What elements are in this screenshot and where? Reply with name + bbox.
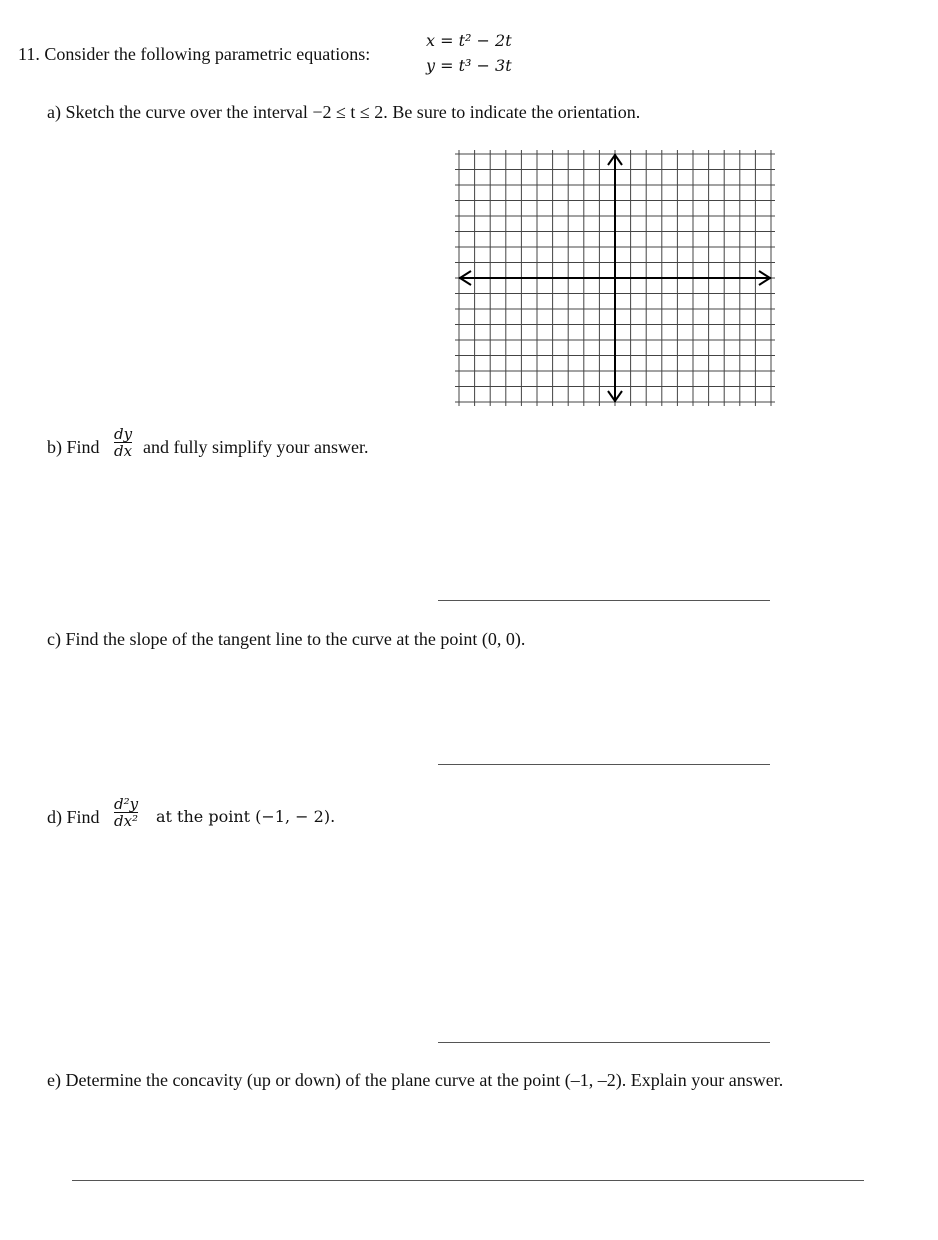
part-c-prompt xyxy=(47,628,525,650)
part-a-prompt xyxy=(47,101,640,123)
part-a-interval: −2 ≤ t ≤ 2. xyxy=(312,102,388,122)
part-e-answer-line[interactable] xyxy=(72,1180,864,1181)
problem-intro: Consider the following parametric equations: xyxy=(44,44,371,64)
part-d-second-derivative xyxy=(114,796,138,829)
part-b-derivative xyxy=(114,426,132,459)
equation-x: x = t² − 2t xyxy=(426,31,512,50)
equation-y: y = t³ − 3t xyxy=(426,56,512,75)
problem-header xyxy=(18,43,370,65)
problem-number: 11. xyxy=(18,44,40,64)
part-c-label: c) xyxy=(47,629,61,649)
part-b-denominator: dx xyxy=(114,442,133,460)
coordinate-grid[interactable] xyxy=(455,150,775,406)
part-b-answer-line[interactable] xyxy=(438,600,770,601)
part-a-text: Sketch the curve over the interval xyxy=(65,102,308,122)
part-d-find: d) Find xyxy=(47,807,100,827)
part-d-numerator: d²y xyxy=(114,795,139,813)
part-c-text: Find the slope of the tangent line to the curve at the point (0, 0). xyxy=(65,629,526,649)
part-d-answer-line[interactable] xyxy=(438,1042,770,1043)
part-b-text: and fully simplify your answer. xyxy=(143,437,369,457)
part-a-orientation: Be sure to indicate the orientation. xyxy=(392,102,641,122)
part-c-answer-line[interactable] xyxy=(438,764,770,765)
part-e-label: e) xyxy=(47,1070,61,1090)
part-e-prompt xyxy=(47,1069,783,1091)
part-d-text: at the point (−1, − 2). xyxy=(156,807,336,826)
part-d-label: d) xyxy=(47,807,62,827)
part-b-label: b) xyxy=(47,437,62,457)
part-e-text: Determine the concavity (up or down) of the plane curve at the point (–1, –2). Explain your answer. xyxy=(65,1070,784,1090)
part-a-label: a) xyxy=(47,102,61,122)
part-b-find: b) Find xyxy=(47,437,100,457)
part-d-denominator: dx² xyxy=(114,812,139,830)
part-b-numerator: dy xyxy=(114,425,133,443)
